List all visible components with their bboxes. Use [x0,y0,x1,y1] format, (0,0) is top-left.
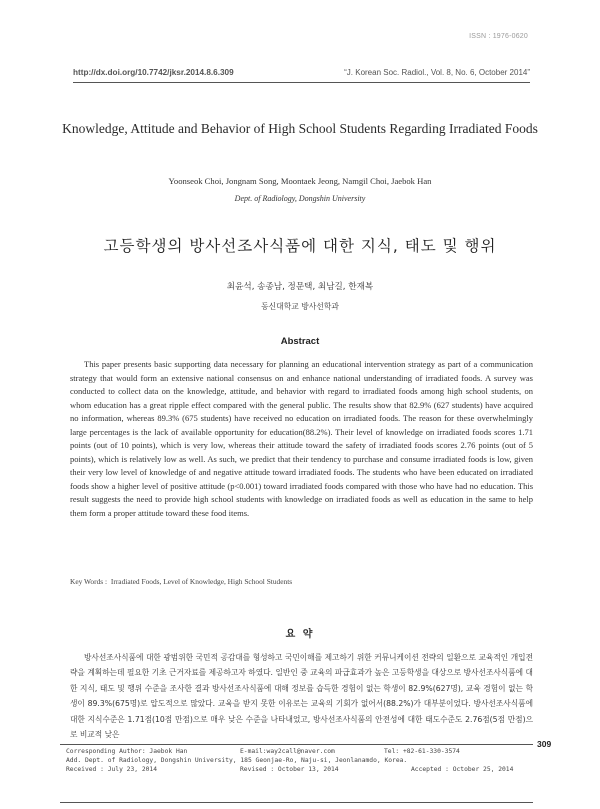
received-date: Received : July 23, 2014 [66,766,157,773]
author-address: Add. Dept. of Radiology, Dongshin University, 185 Geonjae-Ro, Naju-si, Jeonlanamdo, Korea. [66,757,408,764]
abstract-heading: Abstract [280,336,320,347]
paper-title-korean: 고등학생의 방사선조사식품에 대한 지식, 태도 및 행위 [103,237,497,255]
author-email[interactable]: E-mail:way2call@naver.com [240,748,335,755]
paper-title-english: Knowledge, Attitude and Behavior of High School Students Regarding Irradiated Foods [62,121,538,136]
keywords [70,577,533,586]
corresponding-author: Corresponding Author: Jaebok Han [66,748,188,755]
authors-english: Yoonseok Choi, Jongnam Song, Moontaek Jeong, Namgil Choi, Jaebok Han [168,176,432,186]
revised-date: Revised : October 13, 2014 [240,766,339,773]
keywords-label: Key Words : [70,577,108,586]
author-tel: Tel: +82-61-330-3574 [384,748,460,755]
accepted-date: Accepted : October 25, 2014 [411,766,514,773]
issn-label: ISSN : 1976-0620 [469,33,528,40]
header-divider [73,82,530,83]
correspondence-footer [60,744,533,803]
affiliation-english: Dept. of Radiology, Dongshin University [234,194,366,203]
journal-reference: “J. Korean Soc. Radiol., Vol. 8, No. 6, October 2014” [344,68,530,77]
running-header [73,68,530,80]
doi-link[interactable]: http://dx.doi.org/10.7742/jksr.2014.8.6.309 [73,68,234,77]
korean-summary-text: 방사선조사식품에 대한 광범위한 국민적 공감대를 형성하고 국민이해를 제고하기 위한 커뮤니케이션 전략의 일환으로 교육적인 개입전략을 계획하는데 필요한 기초 근거자료를 제공하고자 하였다. 일반인 중 교육의 파급효과가 높은 고등학생을 대상으로 방사선조사식품에 대한 지식, 태도 및 행위 수준을 조사한 결과 방사선조사식품에 대해 정보를 습득한 경험이 없는 학생이 82.9%(627명), 교육 경험이 없는 학생이 89.3%(675명)로 압도적으로 많았다. 교육을 받지 못한 이유로는 교육의 기회가 없어서(88.2%)가 대부분이었다. 방사선조사식품에 대한 지식수준은 1.71점(10점 만점)으로 매우 낮은 수준을 나타내었고, 방사선조사식품의 안전성에 대한 태도수준도 2.76점(5점 만점)으로 비교적 낮은 [70,653,533,740]
authors-korean: 최윤석, 송종남, 정문택, 최남길, 한재복 [226,282,374,292]
abstract-text: This paper presents basic supporting data necessary for planning an educational intervention strategy as part of a communication strategy that would form an extensive national consensus on and enhance national understanding of irradiated foods. A survey was conducted to collect data on the knowledge, attitude, and behavior with regard to irradiated foods among high school students, on whom education has a great ripple effect compared with the general public. The results show that 82.9% (627 students) have acquired no information, whereas 89.3% (675 students) have received no education on irradiated foods. The reason for these overwhelmingly large percentages is the lack of available opportunity for education(88.2%). Their level of knowledge on irradiated foods scores 1.71 points (out of 10 points), which is very low, whereas their attitude toward the safety of irradiated foods scores 2.76 points (out of 5 points), which is relatively low as well. As such, we predict that their tendency to purchase and consume irradiated foods is low, given their very low level of knowledge of and negative attitude toward irradiated foods. The students who have been educated on irradiated foods show a higher level of positive attitude (p<0.001) toward irradiated foods compared with those who have had no education. This result suggests the need to provide high school students with knowledge on irradiated foods as well as education in the same to help them form a proper attitude toward these food items. [70,359,533,519]
keywords-text: Irradiated Foods, Level of Knowledge, High School Students [110,577,293,586]
page-number: 309 [537,739,552,749]
korean-summary-heading: 요 약 [285,629,315,640]
affiliation-korean: 동신대학교 방사선학과 [261,302,339,311]
